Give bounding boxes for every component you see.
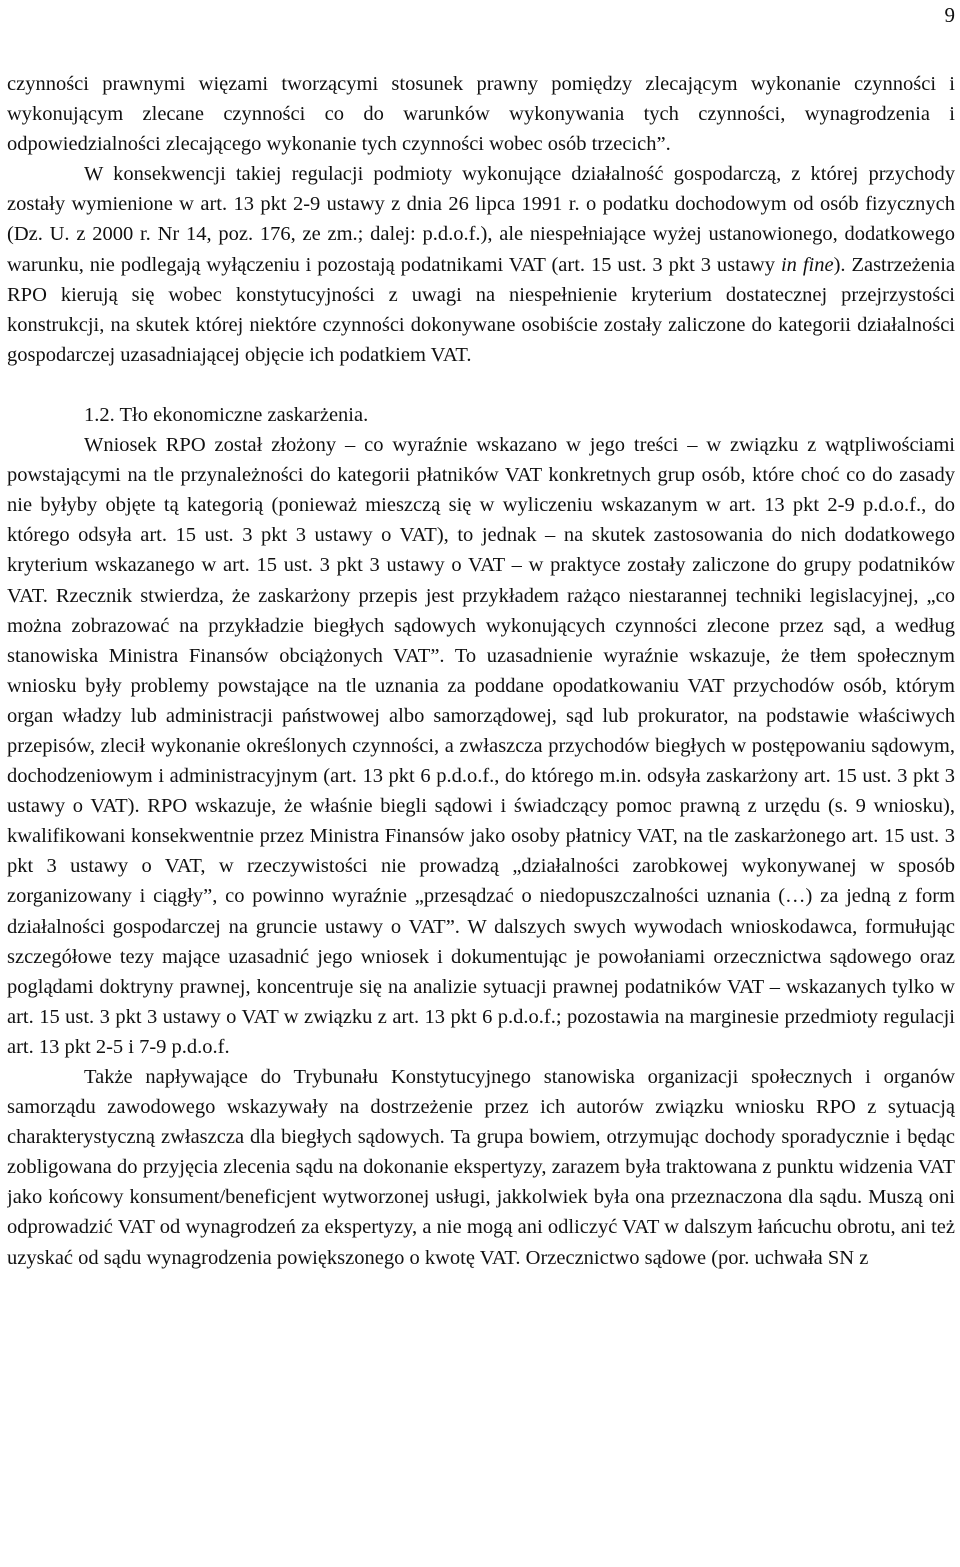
paragraph-continuation: czynności prawnymi więzami tworzącymi stosunek prawny pomiędzy zlecającym wykonanie czynności i wykonującym zlecane czynności co do warunków wykonywania tych czynności, wynagrodzenia i odpowiedzialności zlecającego wykonanie tych czynności wobec osób trzecich”. — [7, 73, 955, 156]
section-heading: 1.2. Tło ekonomiczne zaskarżenia. — [84, 403, 369, 426]
paragraph-regulation — [7, 159, 955, 370]
document-body — [7, 69, 955, 1273]
italic-in-fine: in fine — [780, 253, 834, 276]
paragraph-regulation-text-1: W konsekwencji takiej regulacji podmioty wykonujące działalność gospodarczą, z której przychody zostały wymienione w art. 13 pkt 2-9 ustawy z dnia 26 lipca 1991 r. o podatku dochodowym od osób fizycznych (Dz. U. z 2000 r. Nr 14, poz. 176, ze zm.; dalej: p.d.o.f.), ale niespełniające wyżej ustanowionego, dodatkowego warunku, nie podlegają wyłączeniu i pozostają podatnikami VAT (art. 15 ust. 3 pkt 3 ustawy — [7, 163, 955, 276]
paragraph-positions: Także napływające do Trybunału Konstytucyjnego stanowiska organizacji społecznych i organów samorządu zawodowego wskazywały na dostrzeżenie przez ich autorów związku wniosku RPO z sytuacją charakterystyczną zwłaszcza dla biegłych sądowych. Ta grupa bowiem, otrzymując dochody sporadycznie i będąc zobligowana do przyjęcia zlecenia sądu na dokonanie ekspertyzy, zarazem była traktowana z punktu widzenia VAT jako końcowy konsument/beneficjent wytworzonej usługi, jakkolwiek była ona przeznaczona dla sądu. Muszą oni odprowadzić VAT od wynagrodzeń za ekspertyzy, a nie mogą ani odliczyć VAT w dalszym łańcuchu obrotu, ani też uzyskać od sądu wynagrodzenia powiększonego o kwotę VAT. Orzecznictwo sądowe (por. uchwała SN z — [7, 1066, 955, 1269]
page-number: 9 — [944, 3, 955, 27]
document-page — [7, 0, 955, 1567]
paragraph-regulation-text-2: ). Zastrzeżenia RPO kierują się wobec konstytucyjności z uwagi na niespełnienie kryterium dostatecznej przejrzystości konstrukcji, na skutek której niektóre czynności dokonywane osobiście zostały zaliczone do kategorii działalności gospodarczej uzasadniającej objęcie ich podatkiem VAT. — [7, 253, 955, 366]
paragraph-background: Wniosek RPO został złożony – co wyraźnie wskazano w jego treści – w związku z wątpliwościami powstającymi na tle przynależności do kategorii płatników VAT konkretnych grup osób, które choć co do zasady nie byłyby objęte tą kategorią (ponieważ mieszczą się w wyliczeniu wskazanym w art. 13 pkt 2-9 p.d.o.f., do którego odsyła art. 15 ust. 3 pkt 3 ustawy o VAT), to jednak – na skutek zastosowania do nich dodatkowego kryterium wskazanego w art. 15 ust. 3 pkt 3 ustawy o VAT – w praktyce zostały zaliczone do grupy podatników VAT. Rzecznik stwierdza, że zaskarżony przepis jest przykładem rażąco niestarannej techniki legislacyjnej, „co można zobrazować na przykładzie biegłych sądowych wykonujących czynności zlecone przez sąd, a według stanowiska Ministra Finansów obciążonych VAT”. To uzasadnienie wyraźnie wskazuje, że tłem społecznym wniosku były problemy powstające na tle uznania za poddane opodatkowaniu VAT przychodów osób, którym organ władzy lub administracji państwowej albo samorządowej, sąd lub prokurator, na podstawie właściwych przepisów, zlecił wykonanie określonych czynności, a zwłaszcza przychodów biegłych w postępowaniu sądowym, dochodzeniowym i administracyjnym (art. 13 pkt 6 p.d.o.f., do którego m.in. odsyła zaskarżony art. 15 ust. 3 pkt 3 ustawy o VAT). RPO wskazuje, że właśnie biegli sądowi i świadczący pomoc prawną z urzędu (s. 9 wniosku), kwalifikowani konsekwentnie przez Ministra Finansów jako osoby płatnicy VAT, na tle zaskarżonego art. 15 ust. 3 pkt 3 ustawy o VAT, w rzeczywistości nie prowadzą „działalności zarobkowej wykonywanej w sposób zorganizowany i ciągły”, co powinno wyraźnie „przesądzać o niedopuszczalności uznania (…) za jedną z form działalności gospodarczej na gruncie ustawy o VAT”. W dalszych swych wywodach wnioskodawca, formułując szczegółowe tezy mające uzasadnić jego wniosek i dokumentując je powołaniami orzecznictwa sądowego oraz poglądami doktryny prawnej, koncentruje się na analizie sytuacji prawnej podatników VAT – wskazanych tylko w art. 15 ust. 3 pkt 3 ustawy o VAT w związku z art. 13 pkt 6 p.d.o.f.; pozostawia na marginesie przedmioty regulacji art. 13 pkt 2-5 i 7-9 p.d.o.f. — [7, 434, 955, 1058]
